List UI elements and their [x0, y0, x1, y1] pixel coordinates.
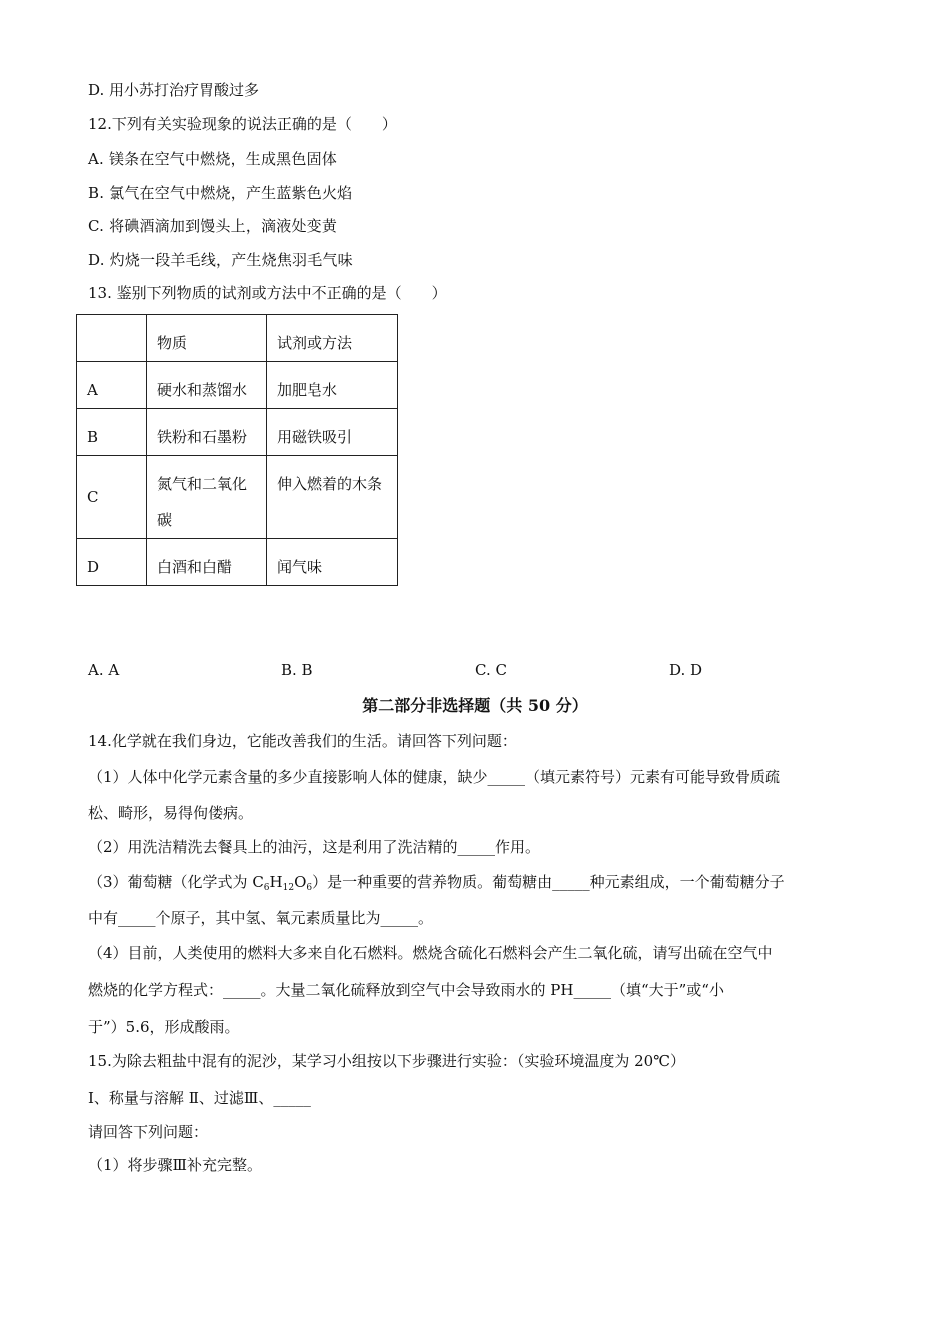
q13-choice-d: D. D [669, 661, 703, 679]
table-row [77, 539, 398, 586]
table-header-cell [77, 315, 147, 362]
q14-part4-line3: 于”）5.6，形成酸雨。 [88, 1018, 240, 1036]
q14-part4-line1: （4）目前，人类使用的燃料大多来自化石燃料。燃烧含硫化石燃料会产生二氧化硫，请写出硫在空气中 [88, 944, 773, 962]
q15-stem: 15.为除去粗盐中混有的泥沙，某学习小组按以下步骤进行实验：（实验环境温度为 20℃） [88, 1052, 685, 1070]
q15-part1: （1）将步骤Ⅲ补充完整。 [88, 1156, 263, 1174]
table-cell: D [77, 539, 147, 586]
q12-option-b: B. 氯气在空气中燃烧，产生蓝紫色火焰 [88, 184, 353, 202]
table-cell: 用磁铁吸引 [267, 409, 398, 456]
table-header-row [77, 315, 398, 362]
table-cell: 闻气味 [267, 539, 398, 586]
q15-prompt: 请回答下列问题： [88, 1123, 209, 1141]
table-cell: 伸入燃着的木条 [267, 456, 398, 539]
q13-stem: 13. 鉴别下列物质的试剂或方法中不正确的是（ ） [88, 284, 447, 302]
q12-option-d: D. 灼烧一段羊毛线，产生烧焦羽毛气味 [88, 251, 353, 269]
table-header-cell: 试剂或方法 [267, 315, 398, 362]
q11-option-d: D. 用小苏打治疗胃酸过多 [88, 81, 260, 99]
formula-subscript: 6 [263, 883, 270, 893]
formula-element: H [269, 873, 283, 891]
q14-part3-line2: 中有_____个原子，其中氢、氧元素质量比为_____。 [88, 909, 434, 927]
q13-choice-a: A. A [88, 661, 120, 679]
table-cell: 白酒和白醋 [147, 539, 267, 586]
table-row [77, 456, 398, 539]
table-cell: A [77, 362, 147, 409]
table-cell: 硬水和蒸馏水 [147, 362, 267, 409]
q14-part3-line1 [88, 872, 785, 892]
table-cell: 加肥皂水 [267, 362, 398, 409]
table-header-cell: 物质 [147, 315, 267, 362]
q14-part1-line1: （1）人体中化学元素含量的多少直接影响人体的健康，缺少_____（填元素符号）元素有可能导致骨质疏 [88, 768, 781, 786]
q14-part3-text-a: （3）葡萄糖（化学式为 C [88, 873, 264, 891]
q12-stem: 12.下列有关实验现象的说法正确的是（ ） [88, 115, 397, 133]
q13-choices [0, 660, 950, 680]
q13-choice-c: C. C [475, 661, 507, 679]
q13-table [76, 314, 398, 586]
q12-option-c: C. 将碘酒滴加到馒头上，滴液处变黄 [88, 217, 338, 235]
table-cell: 铁粉和石墨粉 [147, 409, 267, 456]
table-cell: B [77, 409, 147, 456]
q14-part2: （2）用洗洁精洗去餐具上的油污，这是利用了洗洁精的_____作用。 [88, 838, 541, 856]
formula-element: O [294, 873, 307, 891]
formula-subscript: 12 [282, 883, 295, 893]
table-cell: 氮气和二氧化碳 [147, 456, 267, 539]
q15-steps: Ⅰ、称量与溶解 Ⅱ、过滤Ⅲ、_____ [88, 1089, 311, 1107]
q14-part4-line2: 燃烧的化学方程式：_____。大量二氧化硫释放到空气中会导致雨水的 PH_____（填“大于”或“小 [88, 981, 724, 999]
table-row [77, 409, 398, 456]
formula-subscript: 6 [306, 883, 313, 893]
q14-stem: 14.化学就在我们身边，它能改善我们的生活。请回答下列问题： [88, 732, 517, 750]
q14-part1-line2: 松、畸形，易得佝偻病。 [88, 804, 254, 822]
q13-choice-b: B. B [281, 661, 313, 679]
q12-option-a: A. 镁条在空气中燃烧，生成黑色固体 [88, 150, 337, 168]
q14-part3-text-b: ）是一种重要的营养物质。葡萄糖由_____种元素组成，一个葡萄糖分子 [312, 873, 785, 891]
table-cell: C [77, 456, 147, 539]
table-row [77, 362, 398, 409]
section-title: 第二部分非选择题（共 50 分） [362, 696, 588, 715]
